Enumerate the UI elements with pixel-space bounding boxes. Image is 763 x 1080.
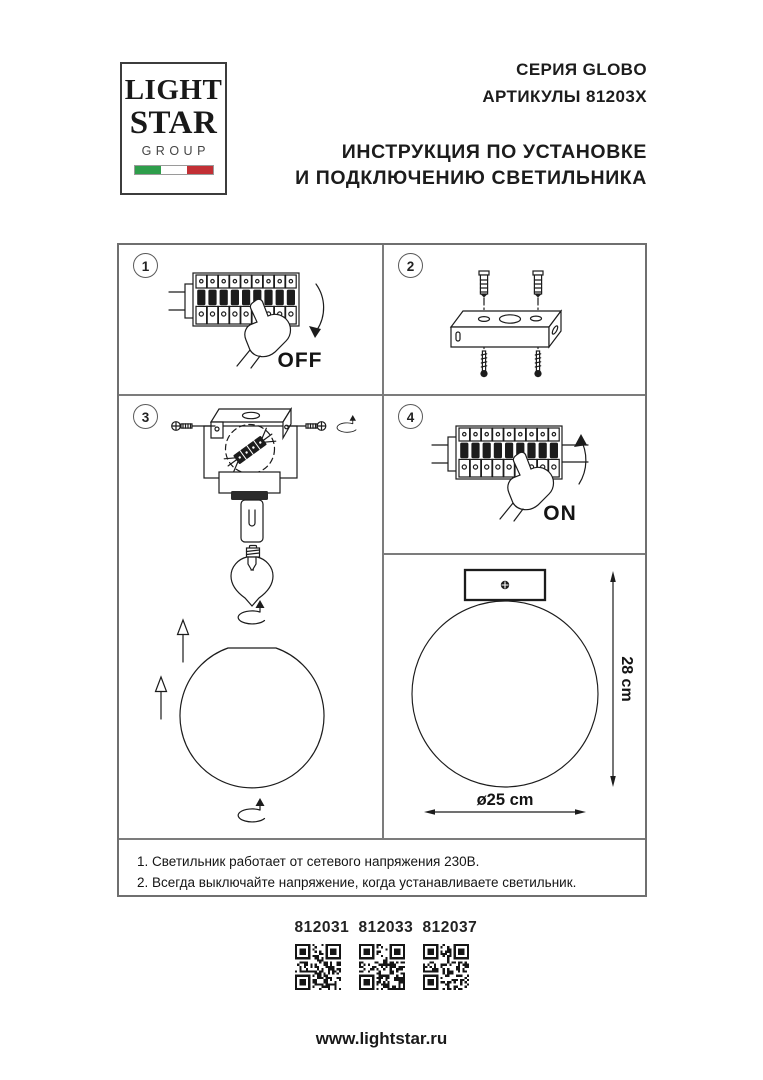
logo-group-text: GROUP [141, 144, 210, 158]
arrow-down-icon [309, 284, 324, 338]
notes-section [119, 842, 645, 893]
step-4-panel [384, 396, 645, 553]
flag-green-stripe [135, 166, 161, 174]
qr-code [295, 944, 341, 990]
fixture-assembly-illustration [119, 396, 382, 838]
arrow-up-icon [574, 434, 587, 484]
lamp-socket-illustration [241, 500, 263, 542]
wall-anchor-icon [479, 271, 543, 298]
step-1-number: 1 [133, 253, 158, 278]
flag-red-stripe [187, 166, 213, 174]
breaker-off-illustration [119, 245, 382, 394]
logo-light-text: LIGHT [124, 74, 223, 106]
article-item [294, 919, 350, 990]
bracket-mounting-illustration [384, 245, 645, 394]
italian-flag-icon [134, 165, 214, 175]
up-arrow-icon [178, 620, 189, 662]
header [295, 60, 647, 191]
lightstar-logo [120, 62, 227, 195]
diameter-dimension-label: ø25 cm [476, 791, 534, 809]
grid-divider-notes [119, 838, 645, 840]
articles-title: АРТИКУЛЫ 81203X [482, 87, 647, 106]
bulb-icon [231, 546, 273, 607]
on-label: ON [543, 502, 577, 525]
step-3-panel [119, 396, 382, 838]
mounting-bracket-illustration [451, 311, 561, 347]
canopy-rim [219, 472, 280, 493]
instruction-title [295, 139, 647, 191]
series-title: СЕРИЯ GLOBO [516, 60, 647, 79]
off-label: OFF [277, 349, 323, 372]
rotate-screw-icon [337, 415, 356, 432]
dimension-arrow-horizontal [424, 791, 586, 815]
instruction-grid [117, 243, 647, 897]
note-line-2: 2. Всегда выключайте напряжение, когда устанавливаете светильник. [137, 875, 577, 890]
fixture-dimensions-illustration [384, 555, 645, 838]
breaker-on-illustration [384, 396, 645, 553]
article-codes-row [117, 919, 647, 990]
height-dimension-label: 28 cm [618, 656, 635, 702]
collar-ring [231, 491, 268, 500]
screw-icon [480, 351, 541, 377]
article-code: 812037 [422, 919, 478, 936]
qr-code [423, 944, 469, 990]
flag-white-stripe [161, 166, 187, 174]
step-4-number: 4 [398, 404, 423, 429]
dimensions-panel [384, 555, 645, 838]
dimension-arrow-vertical [610, 571, 635, 787]
circuit-breaker-illustration [432, 426, 588, 479]
step-3-number: 3 [133, 404, 158, 429]
article-code: 812033 [358, 919, 414, 936]
article-item [422, 919, 478, 990]
up-arrow-icon [156, 677, 167, 719]
instruction-title-line2: И ПОДКЛЮЧЕНИЮ СВЕТИЛЬНИКА [295, 167, 647, 189]
twist-arrow-icon [238, 798, 264, 822]
mount-screw-icon [501, 581, 509, 589]
logo-star-text: STAR [129, 105, 218, 141]
article-item [358, 919, 414, 990]
step-2-number: 2 [398, 253, 423, 278]
globe-diffuser-illustration [180, 648, 324, 788]
note-line-1: 1. Светильник работает от сетевого напряжения 230В. [137, 854, 480, 869]
article-code: 812031 [294, 919, 350, 936]
qr-code [359, 944, 405, 990]
website-url: www.lightstar.ru [315, 1029, 448, 1048]
step-2-panel [384, 245, 645, 394]
step-1-panel [119, 245, 382, 394]
instruction-title-line1: ИНСТРУКЦИЯ ПО УСТАНОВКЕ [341, 141, 647, 163]
globe-diffuser-illustration [412, 601, 598, 787]
